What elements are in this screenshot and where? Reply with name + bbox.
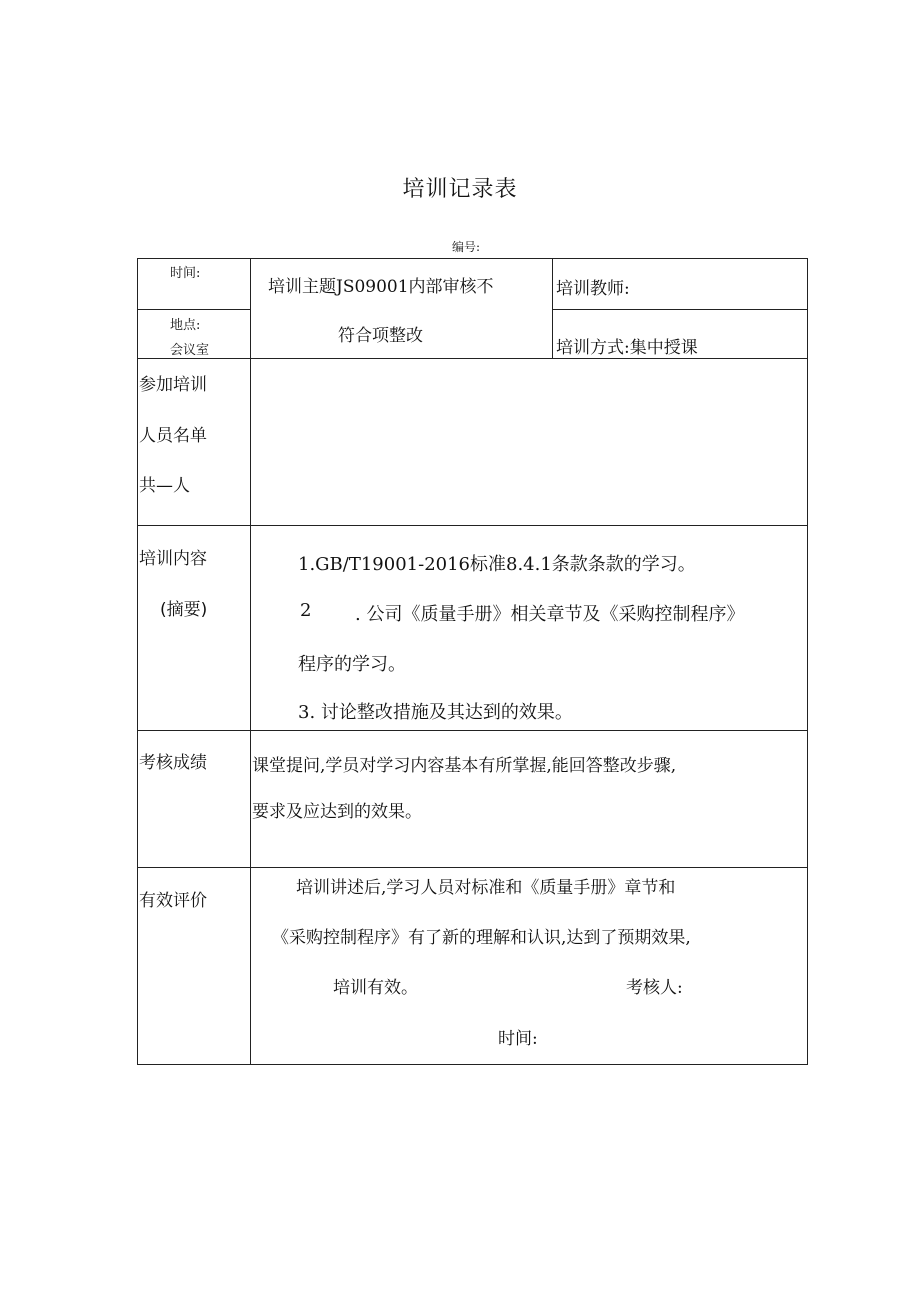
table-border-bottom bbox=[137, 1064, 808, 1065]
table-column-divider bbox=[250, 258, 251, 1065]
time-label: 时间: bbox=[170, 266, 201, 281]
participants-count: 共—人 bbox=[139, 476, 190, 496]
table-border-top bbox=[137, 258, 808, 259]
evaluation-time-label: 时间: bbox=[498, 1029, 538, 1049]
table-column-divider bbox=[552, 258, 553, 358]
content-item-1: 1.GB/T19001-2016标准8.4.1条款条款的学习。 bbox=[298, 554, 696, 575]
table-divider bbox=[552, 309, 808, 310]
serial-number-label: 编号: bbox=[452, 240, 481, 254]
content-item-2-number: 2 bbox=[300, 600, 312, 621]
location-value: 会议室 bbox=[170, 343, 210, 358]
content-summary-label: (摘要) bbox=[160, 600, 208, 620]
assessment-label: 考核成绩 bbox=[139, 753, 207, 773]
trainer-label: 培训教师: bbox=[556, 279, 630, 299]
evaluation-conclusion: 培训有效。 bbox=[333, 978, 418, 998]
content-item-3: 3. 讨论整改措施及其达到的效果。 bbox=[298, 702, 573, 723]
location-label: 地点: bbox=[170, 318, 201, 333]
table-divider bbox=[137, 867, 808, 868]
table-border-right bbox=[807, 258, 808, 1065]
participants-label: 参加培训 bbox=[139, 375, 207, 395]
table-divider bbox=[137, 358, 808, 359]
evaluation-label: 有效评价 bbox=[139, 891, 207, 911]
content-item-2: . 公司《质量手册》相关章节及《采购控制程序》 bbox=[355, 604, 745, 625]
training-topic: 培训主题JS09001内部审核不 bbox=[268, 277, 494, 297]
table-divider bbox=[137, 730, 808, 731]
table-border-left bbox=[137, 258, 138, 1065]
training-topic-cont: 符合项整改 bbox=[338, 326, 423, 346]
table-divider bbox=[137, 309, 251, 310]
content-label: 培训内容 bbox=[139, 549, 207, 569]
training-method: 培训方式:集中授课 bbox=[556, 338, 698, 358]
document-title: 培训记录表 bbox=[402, 177, 518, 202]
participants-label-line2: 人员名单 bbox=[139, 426, 207, 446]
evaluation-text: 培训讲述后,学习人员对标准和《质量手册》章节和 bbox=[296, 878, 676, 898]
table-divider bbox=[137, 525, 808, 526]
evaluation-text-cont: 《采购控制程序》有了新的理解和认识,达到了预期效果, bbox=[272, 928, 691, 948]
assessment-text-cont: 要求及应达到的效果。 bbox=[252, 802, 422, 822]
assessment-text: 课堂提问,学员对学习内容基本有所掌握,能回答整改步骤, bbox=[252, 756, 677, 776]
content-item-2-cont: 程序的学习。 bbox=[298, 654, 406, 675]
assessor-label: 考核人: bbox=[626, 978, 683, 998]
